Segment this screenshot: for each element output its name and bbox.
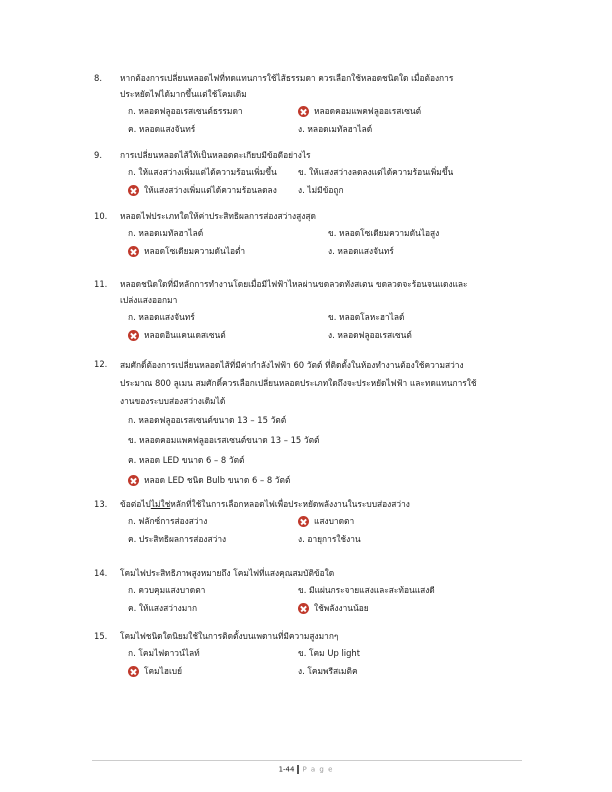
option-c[interactable]: โคมไฮเบย์ [128,663,298,679]
options [128,410,524,490]
question-number: 12. [94,359,108,369]
option-b[interactable]: ข. โคม Up light [298,648,361,658]
question-number: 14. [94,568,108,578]
question-text: หลอดไฟประเภทใดให้ค่าประสิทธิผลการส่องสว่างสูงสุด [120,211,316,221]
option-d[interactable]: ง. หลอดเมทัลฮาไลด์ [298,124,373,134]
option-c[interactable]: ค. หลอด LED ขนาด 6 – 8 วัตต์ [128,455,245,465]
question-text: โคมไฟชนิดใดนิยมใช้ในการติดตั้งบนเพดานที่มีความสูงมากๆ [120,631,339,641]
option-a[interactable]: ก. หลอดฟลูออเรสเซนต์ธรรมดา [128,106,243,116]
question-text: โคมไฟประสิทธิภาพสูงหมายถึง โคมไฟที่แสงคุณสมบัติข้อใด [120,568,335,578]
option-b[interactable]: ข. มีแผ่นกระจายแสงและสะท้อนแสงดี [298,585,435,595]
answer-mark-icon [128,330,139,341]
footer-separator [297,765,299,774]
option-d[interactable]: หลอด LED ชนิด Bulb ขนาด 6 – 8 วัตต์ [128,470,524,490]
options [128,644,524,680]
option-d[interactable]: ใช้พลังงานน้อย [298,600,468,616]
question-number: 13. [94,499,108,509]
option-a[interactable]: ก. หลอดแสงจันทร์ [128,312,195,322]
question-number: 11. [94,279,108,289]
options [128,224,524,260]
option-a[interactable]: ก. โคมไฟดาวน์ไลท์ [128,648,200,658]
question-text: การเปลี่ยนหลอดไส้ให้เป็นหลอดตะเกียบมีข้อดีอย่างไร [120,150,311,160]
question-11 [94,276,524,344]
question-number: 15. [94,631,108,641]
option-a[interactable]: ก. ควบคุมแสงบาดตา [128,585,206,595]
answer-mark-icon [128,246,139,257]
option-a[interactable]: ก. ฟลักซ์การส่องสว่าง [128,516,208,526]
options [128,512,524,548]
question-13 [94,496,524,548]
answer-mark-icon [298,106,309,117]
question-9 [94,147,524,199]
footer-divider [92,760,522,761]
options [128,102,524,138]
option-c[interactable]: หลอดอินแคนเดสเซนต์ [128,327,328,343]
option-c[interactable]: ค. ให้แสงสว่างมาก [128,603,198,613]
question-text: หลอดชนิดใดที่มีหลักการทำงานโดยเมื่อมีไฟฟ้าไหลผ่านขดลวดทังสเตน ขดลวดจะร้อนจนแดงและ เปล่งแสงออกมา [120,279,468,305]
option-b[interactable]: แสงบาดตา [298,513,468,529]
option-c[interactable]: ค. หลอดแสงจันทร์ [128,124,196,134]
option-a[interactable]: ก. หลอดเมทัลฮาไลด์ [128,228,204,238]
option-b[interactable]: หลอดคอมแพคฟลูออเรสเซนต์ [298,103,468,119]
emphasis-not: ไม่ใช่ [150,499,171,509]
option-c[interactable]: หลอดโซเดียมความดันไอต่ำ [128,243,328,259]
option-d[interactable]: ง. หลอดแสงจันทร์ [328,246,394,256]
answer-mark-icon [298,516,309,527]
answer-mark-icon [298,603,309,614]
page-label: P a g e [302,765,334,774]
option-b[interactable]: ข. หลอดโซเดียมความดันไอสูง [328,228,440,238]
option-d[interactable]: ง. อายุการใช้งาน [298,534,361,544]
question-text: ข้อต่อไปไม่ใช่หลักที่ใช้ในการเลือกหลอดไฟเพื่อประหยัดพลังงานในระบบส่องสว่าง [120,499,410,509]
question-number: 8. [94,73,102,83]
option-a[interactable]: ก. ให้แสงสว่างเพิ่มแต่ได้ความร้อนเพิ่มขึ้น [128,167,277,177]
answer-mark-icon [128,185,139,196]
question-10 [94,208,524,260]
options [128,163,524,199]
option-b[interactable]: ข. หลอดโลหะฮาไลด์ [328,312,405,322]
option-b[interactable]: ข. ให้แสงสว่างลดลงแต่ได้ความร้อนเพิ่มขึ้น [298,167,454,177]
answer-mark-icon [128,475,139,486]
question-number: 9. [94,150,102,160]
question-text: สมศักดิ์ต้องการเปลี่ยนหลอดไส้ที่มีค่ากำลังไฟฟ้า 60 วัตต์ ที่ติดตั้งในห้องทำงานต้องใช้ความสว่าง ประมาณ 800 ลูเมน สมศักดิ์ควรเลือกเปลี่ยนหลอดประเภทใดถึงจะประหยัดไฟฟ้า และทดแทนการใช้ งานของระบบส่องสว่างเดิมได้ [120,360,477,406]
option-a[interactable]: ก. หลอดฟลูออเรสเซนต์ขนาด 13 – 15 วัตต์ [128,415,287,425]
option-b[interactable]: ข. หลอดคอมแพคฟลูออเรสเซนต์ขนาด 13 – 15 วัตต์ [128,435,320,445]
answer-mark-icon [128,666,139,677]
option-d[interactable]: ง. ไม่มีข้อถูก [298,185,344,195]
page-number: 1-44 [278,765,295,774]
question-15 [94,628,524,680]
question-text: หากต้องการเปลี่ยนหลอดไฟที่ทดแทนการใช้ไส้ธรรมดา ควรเลือกใช้หลอดชนิดใด เมื่อต้องการ ประหยัดไฟได้มากขึ้นแต่ใช้โคมเดิม [120,73,454,99]
question-8 [94,70,524,138]
option-c[interactable]: ค. ประสิทธิผลการส่องสว่าง [128,534,227,544]
options [128,308,524,344]
option-d[interactable]: ง. โคมพรีสเมติค [298,666,358,676]
option-c[interactable]: ให้แสงสว่างเพิ่มแต่ได้ความร้อนลดลง [128,182,298,198]
option-d[interactable]: ง. หลอดฟลูออเรสเซนต์ [328,330,412,340]
options [128,581,524,617]
question-number: 10. [94,211,108,221]
question-14 [94,565,524,617]
page-footer [0,765,612,774]
question-12 [94,356,524,490]
